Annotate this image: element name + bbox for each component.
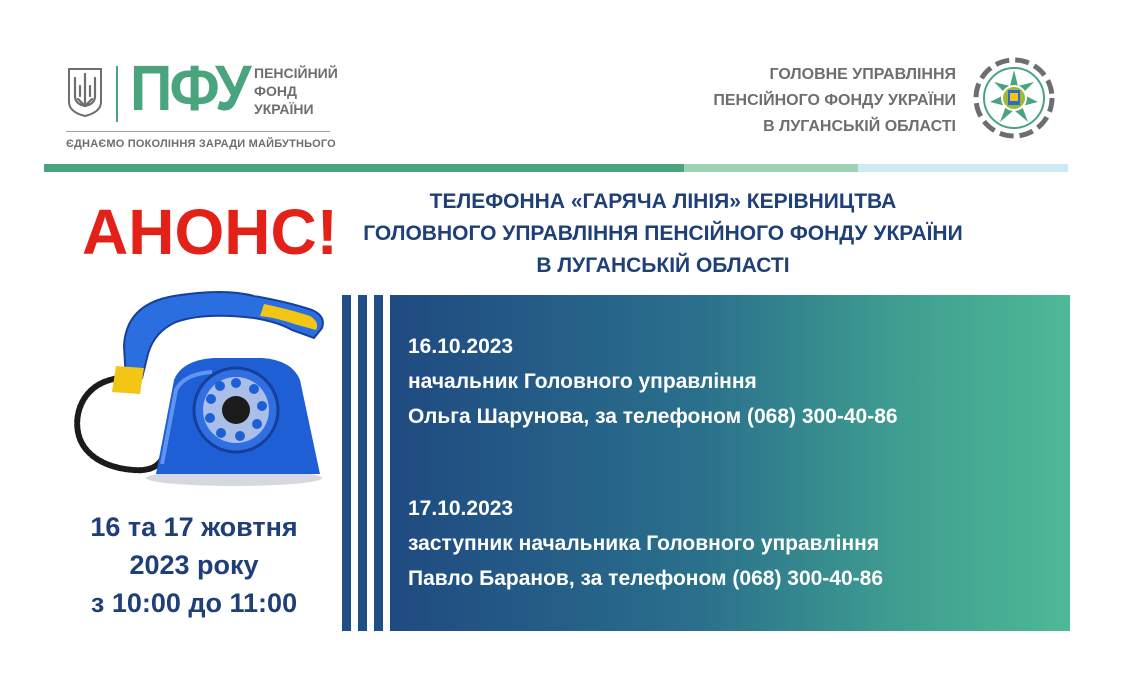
header-stripe <box>44 164 684 172</box>
header-stripe <box>684 164 858 172</box>
office-name <box>713 62 956 140</box>
entry-date: 16.10.2023 <box>408 335 514 358</box>
pfu-logo-mark: ПФУ <box>130 52 249 124</box>
emblem-icon <box>972 56 1056 140</box>
entry-role: заступник начальника Головного управління <box>408 532 880 555</box>
logo-rule <box>66 131 330 132</box>
announce-heading: АНОНС! <box>82 196 338 268</box>
decor-bar <box>358 295 367 631</box>
pfu-name-line: ФОНД <box>254 83 297 99</box>
schedule-entry <box>408 491 883 596</box>
decor-bar <box>374 295 383 631</box>
office-line: ПЕНСІЙНОГО ФОНДУ УКРАЇНИ <box>713 92 956 109</box>
hotline-title <box>352 186 974 282</box>
office-line: ГОЛОВНЕ УПРАВЛІННЯ <box>769 66 956 83</box>
title-line: ТЕЛЕФОННА «ГАРЯЧА ЛІНІЯ» КЕРІВНИЦТВА <box>429 190 897 213</box>
event-dates <box>60 508 328 622</box>
entry-role: начальник Головного управління <box>408 370 757 393</box>
pfu-slogan: ЄДНАЄМО ПОКОЛІННЯ ЗАРАДИ МАЙБУТНЬОГО <box>66 138 336 150</box>
header-stripe <box>858 164 1068 172</box>
title-line: В ЛУГАНСЬКІЙ ОБЛАСТІ <box>536 254 790 277</box>
dates-line: 16 та 17 жовтня <box>90 512 298 542</box>
entry-contact: Павло Баранов, за телефоном (068) 300-40-86 <box>408 567 884 590</box>
schedule-entry <box>408 329 898 434</box>
trident-icon <box>66 66 104 118</box>
entry-date: 17.10.2023 <box>408 497 514 520</box>
entry-contact: Ольга Шарунова, за телефоном (068) 300-40-86 <box>408 405 898 428</box>
pfu-name-line: ПЕНСІЙНИЙ <box>254 65 338 81</box>
dates-line: 2023 року <box>129 550 259 580</box>
schedule-panel <box>390 295 1070 631</box>
title-line: ГОЛОВНОГО УПРАВЛІННЯ ПЕНСІЙНОГО ФОНДУ УКРАЇНИ <box>363 222 963 245</box>
pfu-name-line: УКРАЇНИ <box>254 101 314 117</box>
decor-bar <box>342 295 351 631</box>
telephone-icon <box>64 282 330 488</box>
pfu-logo-name <box>254 64 338 118</box>
office-line: В ЛУГАНСЬКІЙ ОБЛАСТІ <box>763 118 956 135</box>
logo-divider <box>116 66 118 122</box>
dates-line: з 10:00 до 11:00 <box>90 588 298 618</box>
